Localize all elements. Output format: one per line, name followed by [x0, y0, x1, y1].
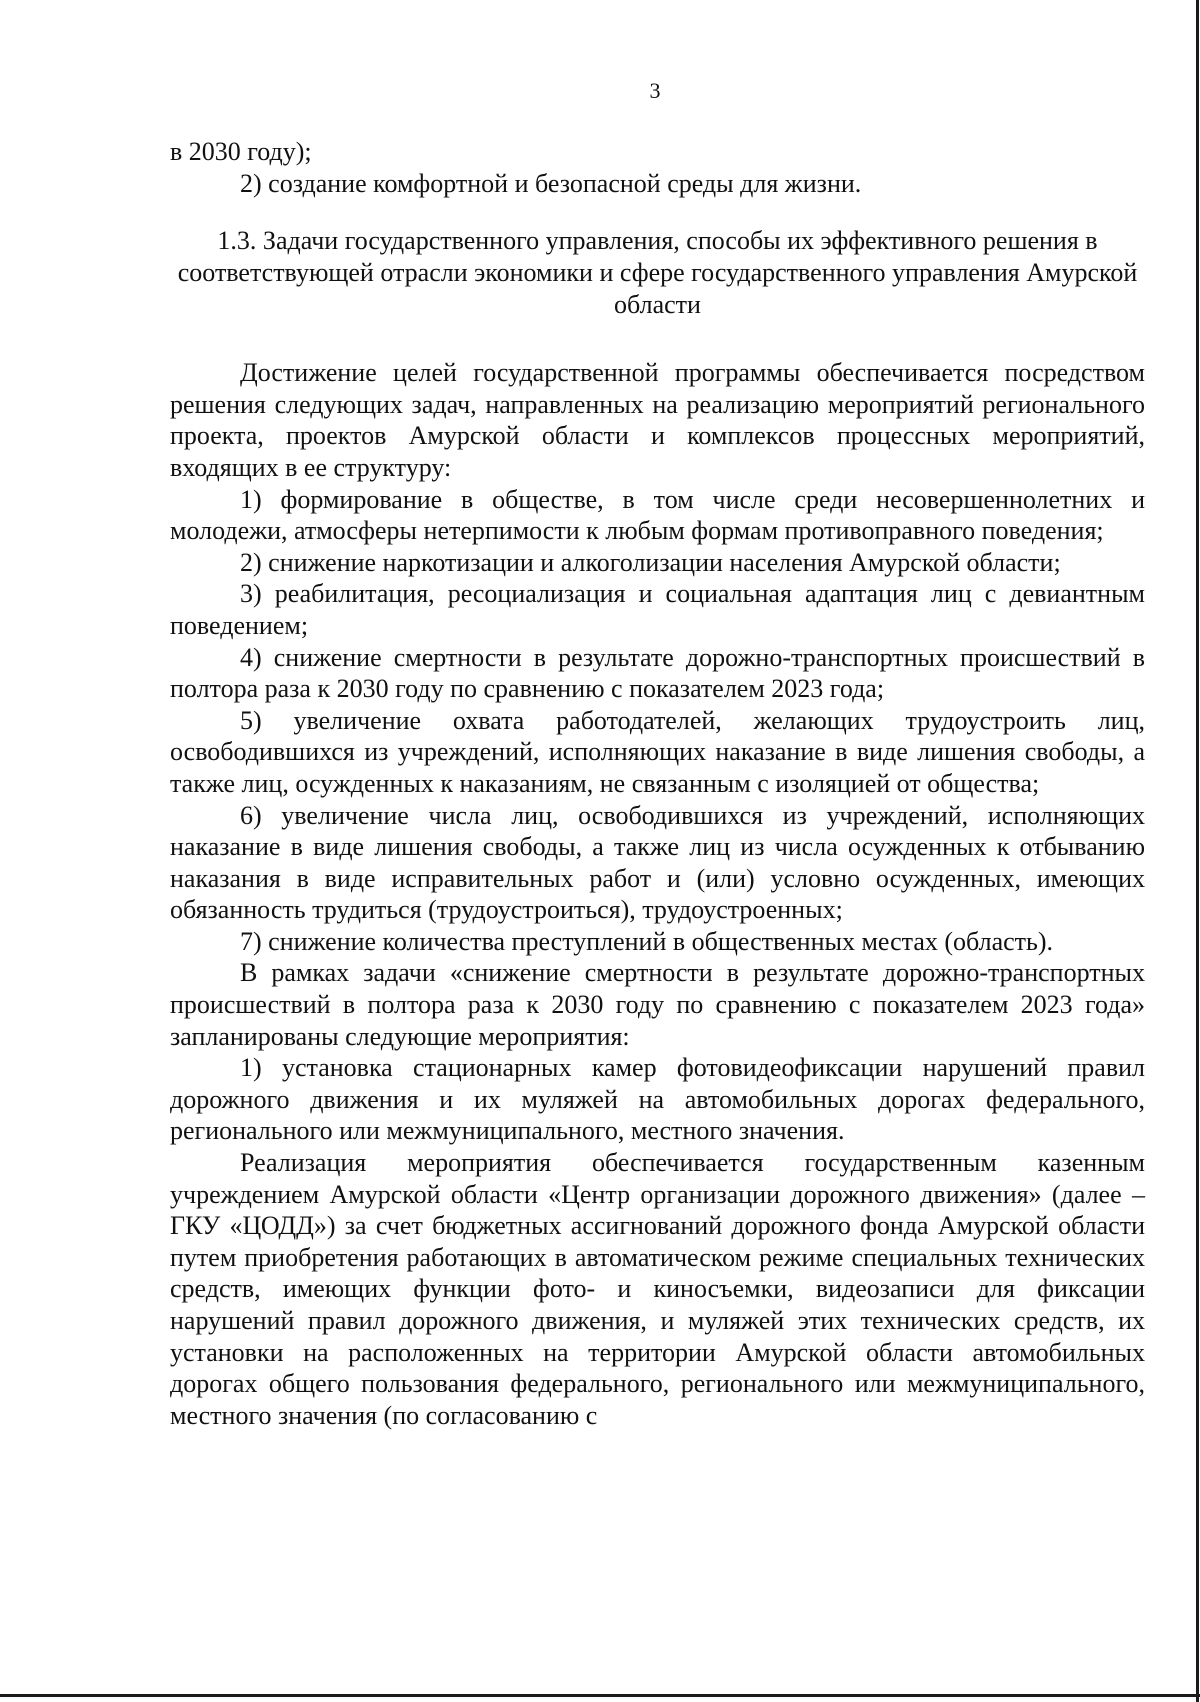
document-body — [170, 136, 1145, 1431]
list-item-measure-1: 1) установка стационарных камер фотовидеофиксации нарушений правил дорожного движения и их муляжей на автомобильных дорогах федерального, регионального или межмуниципального, местного значения. — [170, 1053, 1145, 1146]
paragraph-measures-intro: В рамках задачи «снижение смертности в результате дорожно-транспортных происшествий в полтора раза к 2030 году по сравнению с показателем 2023 года» запланированы следующие мероприятия: — [170, 958, 1145, 1051]
list-item-task-4: 4) снижение смертности в результате дорожно-транспортных происшествий в полтора раза к 2030 году по сравнению с показателем 2023 года; — [170, 642, 1145, 704]
scan-edge-bottom — [0, 1694, 1200, 1697]
scan-edge-right — [1196, 0, 1199, 1702]
paragraph-continuation: в 2030 году); — [170, 137, 312, 166]
section-heading: 1.3. Задачи государственного управления, способы их эффективного решения в соответствующей отрасли экономики и сфере государственного управления Амурской области — [177, 226, 1138, 320]
paragraph-intro: Достижение целей государственной программы обеспечивается посредством решения следующих задач, направленных на реализацию мероприятий регионального проекта, проектов Амурской области и комплексов процессных мероприятий, входящих в ее структуру: — [170, 358, 1145, 482]
list-item-task-5: 5) увеличение охвата работодателей, желающих трудоустроить лиц, освободившихся из учреждений, исполняющих наказание в виде лишения свободы, а также лиц, осужденных к наказаниям, не связанным с изоляцией от общества; — [170, 705, 1145, 798]
list-item-task-6: 6) увеличение числа лиц, освободившихся из учреждений, исполняющих наказание в виде лишения свободы, а также лиц из числа осужденных к отбыванию наказания в виде исправительных работ и (или) условно осужденных, имеющих обязанность трудиться (трудоустроиться), трудоустроенных; — [170, 800, 1145, 925]
list-item-task-7: 7) снижение количества преступлений в общественных местах (область). — [240, 926, 1054, 956]
list-item-task-3: 3) реабилитация, ресоциализация и социальная адаптация лиц с девиантным поведением; — [170, 579, 1145, 640]
list-item-task-2: 2) снижение наркотизации и алкоголизации населения Амурской области; — [240, 547, 1061, 577]
paragraph-goal-2: 2) создание комфортной и безопасной среды для жизни. — [240, 168, 862, 198]
page-number: 3 — [649, 78, 661, 103]
list-item-task-1: 1) формирование в обществе, в том числе среди несовершеннолетних и молодежи, атмосферы нетерпимости к любым формам противоправного поведения; — [170, 484, 1145, 546]
paragraph-implementation: Реализация мероприятия обеспечивается государственным казенным учреждением Амурской области «Центр организации дорожного движения» (далее – ГКУ «ЦОДД») за счет бюджетных ассигнований дорожного фонда Амурской области путем приобретения работающих в автоматическом режиме специальных технических средств, имеющих функции фото- и киносъемки, видеозаписи для фиксации нарушений правил дорожного движения, и муляжей этих технических средств, их установки на расположенных на территории Амурской области автомобильных дорогах общего пользования федерального, регионального или межмуниципального, местного значения (по согласованию с — [170, 1148, 1145, 1430]
